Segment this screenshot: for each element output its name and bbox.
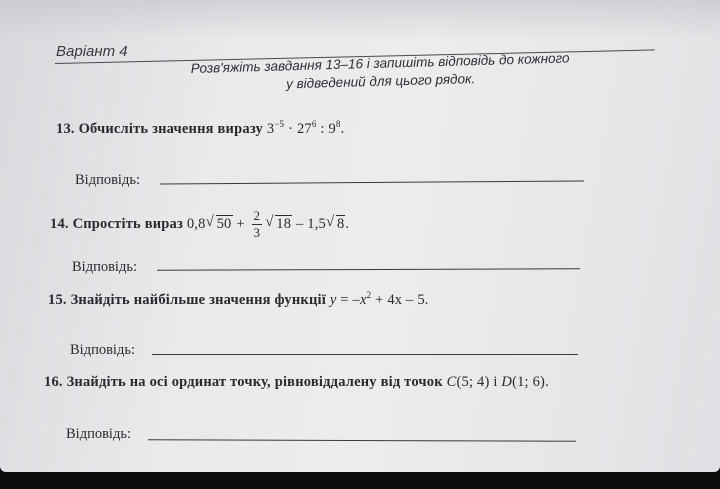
- instruction: [120, 47, 641, 98]
- task-16-expression: C(5; 4) і D(1; 6).: [446, 374, 549, 390]
- task-14-expression: 0,8 √ 50 + $\frac{2}{3}$ √ 18 – 1,5 √ 8.: [186, 208, 350, 240]
- task-text: Обчисліть значення виразу: [78, 121, 263, 137]
- task-13-expression: $3^{-5} \cdot 27^6$ : $9^8$.: [266, 119, 345, 137]
- answer-line-14[interactable]: [157, 268, 580, 270]
- task-number: 15.: [48, 292, 67, 308]
- answer-line-15[interactable]: [152, 354, 578, 355]
- answer-line-13[interactable]: [160, 181, 584, 185]
- task-number: 14.: [50, 215, 69, 232]
- task-text: Знайдіть на осі ординат точку, рівновіддалену від точок: [66, 374, 443, 390]
- task-15-expression: $y = -x^2 + 4x - 5$.: [329, 290, 429, 308]
- answer-label-14: Відповідь:: [72, 259, 137, 275]
- answer-label-15: Відповідь:: [70, 342, 135, 358]
- task-number: 16.: [44, 374, 63, 390]
- answer-label-13: Відповідь:: [75, 172, 140, 188]
- variant-title: Варіант 4: [56, 43, 128, 60]
- task-text: Знайдіть найбільше значення функції: [70, 292, 326, 308]
- answer-line-16[interactable]: [148, 439, 576, 441]
- task-13: [56, 119, 344, 138]
- task-number: 13.: [56, 121, 75, 137]
- instruction-line-2: у відведений для цього рядок.: [285, 71, 476, 92]
- task-15: [48, 290, 429, 309]
- task-16: [44, 374, 549, 391]
- instruction-line-1: Розв'яжіть завдання 13–16 і запишіть відповідь до кожного: [190, 50, 570, 77]
- task-text: Спростіть вираз: [72, 215, 184, 232]
- task-14: [50, 208, 349, 241]
- answer-label-16: Відповідь:: [66, 426, 131, 442]
